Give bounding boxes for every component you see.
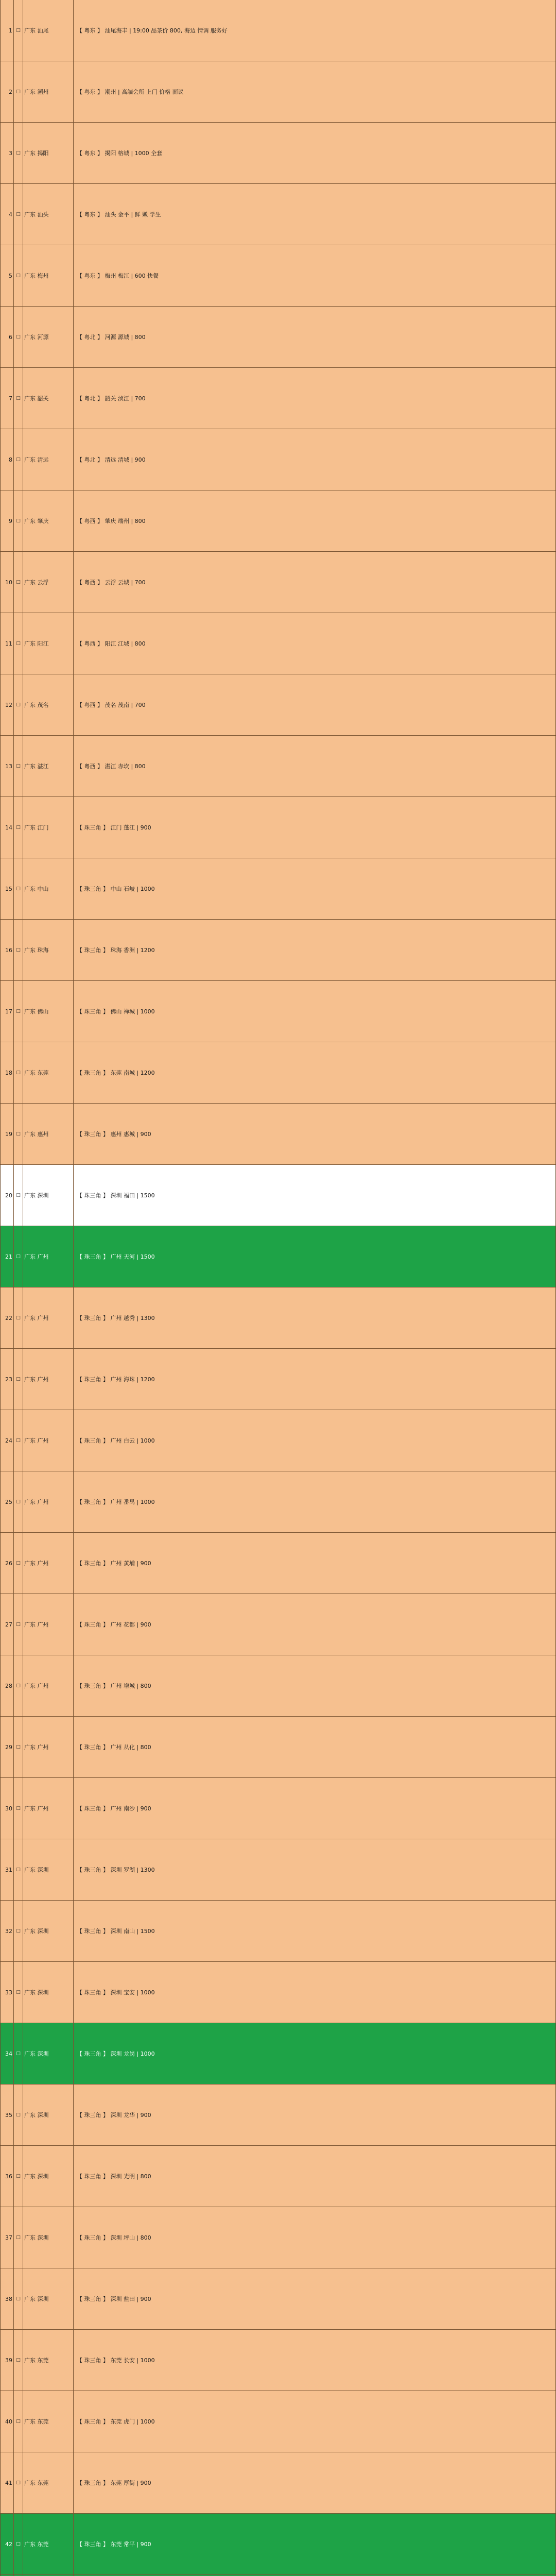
row-tag: □ xyxy=(14,1533,23,1594)
row-description: 【 珠三角 】 广州 天河 | 1500 xyxy=(77,1253,155,1260)
row-description: 【 珠三角 】 江门 蓬江 | 900 xyxy=(77,824,151,831)
row-name: 广东 潮州 xyxy=(23,61,74,122)
row-description: 【 珠三角 】 广州 番禺 | 1000 xyxy=(77,1499,155,1505)
table-row xyxy=(1,0,555,61)
table-row xyxy=(1,184,555,245)
row-description: 【 粤东 】 揭阳 榕城 | 1000 全套 xyxy=(77,150,163,157)
row-tag: □ xyxy=(14,61,23,122)
row-name: 广东 河源 xyxy=(23,307,74,367)
row-tag: □ xyxy=(14,1655,23,1716)
table-row xyxy=(1,1226,555,1287)
row-number: 28 xyxy=(1,1655,14,1716)
row-tag: □ xyxy=(14,1226,23,1287)
row-tag: □ xyxy=(14,184,23,245)
row-name: 广东 韶关 xyxy=(23,368,74,429)
row-tag: □ xyxy=(14,2268,23,2329)
row-tag: □ xyxy=(14,1104,23,1164)
row-number: 38 xyxy=(1,2268,14,2329)
row-number: 11 xyxy=(1,613,14,674)
row-name: 广东 汕头 xyxy=(23,184,74,245)
row-name: 广东 广州 xyxy=(23,1349,74,1410)
table-row xyxy=(1,245,555,307)
table-row xyxy=(1,2207,555,2268)
row-number: 26 xyxy=(1,1533,14,1594)
row-tag: □ xyxy=(14,429,23,490)
row-name: 广东 深圳 xyxy=(23,1839,74,1900)
row-tag: □ xyxy=(14,1287,23,1348)
row-number: 40 xyxy=(1,2391,14,2452)
row-name: 广东 深圳 xyxy=(23,2146,74,2207)
table-row xyxy=(1,736,555,797)
row-number: 9 xyxy=(1,490,14,551)
row-tag: □ xyxy=(14,1901,23,1961)
row-number: 24 xyxy=(1,1410,14,1471)
row-name: 广东 广州 xyxy=(23,1778,74,1839)
table-row xyxy=(1,2268,555,2330)
row-description: 【 珠三角 】 惠州 惠城 | 900 xyxy=(77,1131,151,1138)
row-tag: □ xyxy=(14,1349,23,1410)
row-name: 广东 广州 xyxy=(23,1655,74,1716)
row-tag: □ xyxy=(14,307,23,367)
row-tag: □ xyxy=(14,2084,23,2145)
table-row xyxy=(1,1962,555,2023)
table-row xyxy=(1,307,555,368)
row-description: 【 珠三角 】 深圳 南山 | 1500 xyxy=(77,1928,155,1935)
table-row xyxy=(1,61,555,123)
row-name: 广东 云浮 xyxy=(23,552,74,613)
row-name: 广东 清远 xyxy=(23,429,74,490)
row-number: 37 xyxy=(1,2207,14,2268)
row-number: 33 xyxy=(1,1962,14,2023)
row-number: 14 xyxy=(1,797,14,858)
row-tag: □ xyxy=(14,490,23,551)
row-name: 广东 广州 xyxy=(23,1226,74,1287)
row-number: 3 xyxy=(1,123,14,183)
table-row xyxy=(1,1410,555,1471)
row-tag: □ xyxy=(14,1962,23,2023)
row-name: 广东 广州 xyxy=(23,1533,74,1594)
row-description: 【 珠三角 】 深圳 福田 | 1500 xyxy=(77,1192,155,1199)
table-row xyxy=(1,1655,555,1717)
row-tag: □ xyxy=(14,123,23,183)
row-number: 15 xyxy=(1,858,14,919)
table-row xyxy=(1,2084,555,2146)
row-tag: □ xyxy=(14,1471,23,1532)
table-row xyxy=(1,1165,555,1226)
row-description: 【 珠三角 】 东莞 厚街 | 900 xyxy=(77,2480,151,2486)
row-tag: □ xyxy=(14,1839,23,1900)
row-tag: □ xyxy=(14,674,23,735)
table-row xyxy=(1,2452,555,2514)
row-number: 17 xyxy=(1,981,14,1042)
row-description: 【 粤东 】 梅州 梅江 | 600 快餐 xyxy=(77,273,159,279)
row-number: 35 xyxy=(1,2084,14,2145)
row-name: 广东 东莞 xyxy=(23,2330,74,2391)
row-number: 13 xyxy=(1,736,14,796)
table-row xyxy=(1,2023,555,2084)
row-name: 广东 深圳 xyxy=(23,2023,74,2084)
row-name: 广东 东莞 xyxy=(23,2452,74,2513)
row-description: 【 珠三角 】 中山 石岐 | 1000 xyxy=(77,886,155,892)
row-number: 22 xyxy=(1,1287,14,1348)
table-row xyxy=(1,1717,555,1778)
row-name: 广东 深圳 xyxy=(23,1962,74,2023)
table-row xyxy=(1,797,555,858)
table-row xyxy=(1,674,555,736)
row-number: 2 xyxy=(1,61,14,122)
table-row xyxy=(1,1104,555,1165)
table-row xyxy=(1,858,555,920)
row-name: 广东 梅州 xyxy=(23,245,74,306)
row-number: 18 xyxy=(1,1042,14,1103)
row-tag: □ xyxy=(14,1717,23,1777)
table-row xyxy=(1,1901,555,1962)
row-description: 【 粤西 】 阳江 江城 | 800 xyxy=(77,640,146,647)
row-name: 广东 茂名 xyxy=(23,674,74,735)
row-description: 【 珠三角 】 广州 海珠 | 1200 xyxy=(77,1376,155,1383)
row-tag: □ xyxy=(14,245,23,306)
table-row xyxy=(1,368,555,429)
row-tag: □ xyxy=(14,2023,23,2084)
row-description: 【 粤西 】 湛江 赤坎 | 800 xyxy=(77,763,146,770)
row-name: 广东 阳江 xyxy=(23,613,74,674)
row-tag: □ xyxy=(14,2452,23,2513)
row-number: 36 xyxy=(1,2146,14,2207)
table-row xyxy=(1,1778,555,1839)
row-tag: □ xyxy=(14,920,23,980)
row-number: 34 xyxy=(1,2023,14,2084)
row-name: 广东 汕尾 xyxy=(23,0,74,61)
row-tag: □ xyxy=(14,1165,23,1226)
row-name: 广东 湛江 xyxy=(23,736,74,796)
row-name: 广东 深圳 xyxy=(23,2084,74,2145)
row-description: 【 珠三角 】 深圳 龙岗 | 1000 xyxy=(77,2050,155,2057)
row-name: 广东 广州 xyxy=(23,1717,74,1777)
row-number: 12 xyxy=(1,674,14,735)
row-name: 广东 东莞 xyxy=(23,2391,74,2452)
table-row xyxy=(1,1533,555,1594)
row-name: 广东 广州 xyxy=(23,1594,74,1655)
row-name: 广东 惠州 xyxy=(23,1104,74,1164)
row-number: 27 xyxy=(1,1594,14,1655)
row-tag: □ xyxy=(14,797,23,858)
row-number: 7 xyxy=(1,368,14,429)
row-tag: □ xyxy=(14,368,23,429)
row-description: 【 珠三角 】 东莞 虎门 | 1000 xyxy=(77,2418,155,2425)
row-tag: □ xyxy=(14,2391,23,2452)
row-description: 【 珠三角 】 深圳 罗湖 | 1300 xyxy=(77,1867,155,1873)
row-number: 39 xyxy=(1,2330,14,2391)
row-description: 【 珠三角 】 佛山 禅城 | 1000 xyxy=(77,1008,155,1015)
row-number: 6 xyxy=(1,307,14,367)
table-row xyxy=(1,920,555,981)
row-name: 广东 佛山 xyxy=(23,981,74,1042)
table-row xyxy=(1,613,555,674)
row-number: 1 xyxy=(1,0,14,61)
row-number: 32 xyxy=(1,1901,14,1961)
row-name: 广东 东莞 xyxy=(23,2514,74,2574)
row-description: 【 粤北 】 韶关 浈江 | 700 xyxy=(77,395,146,402)
row-description: 【 粤西 】 肇庆 端州 | 800 xyxy=(77,518,146,524)
row-tag: □ xyxy=(14,2514,23,2574)
row-description: 【 珠三角 】 东莞 常平 | 900 xyxy=(77,2541,151,2548)
row-tag: □ xyxy=(14,1778,23,1839)
row-description: 【 珠三角 】 东莞 长安 | 1000 xyxy=(77,2357,155,2364)
row-tag: □ xyxy=(14,858,23,919)
row-number: 8 xyxy=(1,429,14,490)
row-tag: □ xyxy=(14,736,23,796)
row-description: 【 珠三角 】 深圳 盐田 | 900 xyxy=(77,2296,151,2302)
row-tag: □ xyxy=(14,613,23,674)
row-description: 【 珠三角 】 广州 增城 | 800 xyxy=(77,1683,151,1689)
table-row xyxy=(1,1042,555,1104)
table-row xyxy=(1,2330,555,2391)
table-row xyxy=(1,2146,555,2207)
row-description: 【 粤北 】 河源 源城 | 800 xyxy=(77,334,146,341)
row-name: 广东 深圳 xyxy=(23,1901,74,1961)
row-name: 广东 揭阳 xyxy=(23,123,74,183)
row-number: 19 xyxy=(1,1104,14,1164)
row-tag: □ xyxy=(14,1594,23,1655)
row-number: 25 xyxy=(1,1471,14,1532)
table-row xyxy=(1,1349,555,1410)
row-name: 广东 广州 xyxy=(23,1287,74,1348)
table-row xyxy=(1,490,555,552)
row-name: 广东 江门 xyxy=(23,797,74,858)
row-description: 【 粤西 】 茂名 茂南 | 700 xyxy=(77,702,146,708)
row-tag: □ xyxy=(14,981,23,1042)
row-tag: □ xyxy=(14,1042,23,1103)
row-number: 42 xyxy=(1,2514,14,2574)
row-description: 【 粤东 】 汕头 金平 | 鲜 嫩 学生 xyxy=(77,211,161,218)
row-tag: □ xyxy=(14,2330,23,2391)
row-name: 广东 深圳 xyxy=(23,2207,74,2268)
row-name: 广东 广州 xyxy=(23,1410,74,1471)
row-description: 【 珠三角 】 珠海 香洲 | 1200 xyxy=(77,947,155,954)
table-row xyxy=(1,1471,555,1533)
row-description: 【 珠三角 】 深圳 龙华 | 900 xyxy=(77,2112,151,2119)
table-row xyxy=(1,2514,555,2575)
row-description: 【 珠三角 】 广州 南沙 | 900 xyxy=(77,1805,151,1812)
table-row xyxy=(1,429,555,490)
row-number: 30 xyxy=(1,1778,14,1839)
row-number: 20 xyxy=(1,1165,14,1226)
row-tag: □ xyxy=(14,0,23,61)
table-row xyxy=(1,123,555,184)
row-description: 【 珠三角 】 广州 黄埔 | 900 xyxy=(77,1560,151,1567)
row-description: 【 珠三角 】 深圳 宝安 | 1000 xyxy=(77,1989,155,1996)
table-row xyxy=(1,2391,555,2452)
row-description: 【 珠三角 】 东莞 南城 | 1200 xyxy=(77,1070,155,1076)
row-name: 广东 珠海 xyxy=(23,920,74,980)
row-tag: □ xyxy=(14,2207,23,2268)
table-row xyxy=(1,1594,555,1655)
row-number: 29 xyxy=(1,1717,14,1777)
row-description: 【 粤北 】 清远 清城 | 900 xyxy=(77,456,146,463)
row-description: 【 珠三角 】 广州 从化 | 800 xyxy=(77,1744,151,1751)
row-name: 广东 中山 xyxy=(23,858,74,919)
table-row xyxy=(1,1287,555,1349)
row-name: 广东 广州 xyxy=(23,1471,74,1532)
row-tag: □ xyxy=(14,1410,23,1471)
row-tag: □ xyxy=(14,2146,23,2207)
row-number: 16 xyxy=(1,920,14,980)
row-description: 【 珠三角 】 广州 白云 | 1000 xyxy=(77,1437,155,1444)
row-description: 【 珠三角 】 深圳 坪山 | 800 xyxy=(77,2234,151,2241)
table-row xyxy=(1,552,555,613)
row-number: 10 xyxy=(1,552,14,613)
row-description: 【 珠三角 】 广州 越秀 | 1300 xyxy=(77,1315,155,1321)
row-number: 31 xyxy=(1,1839,14,1900)
row-name: 广东 东莞 xyxy=(23,1042,74,1103)
row-name: 广东 深圳 xyxy=(23,2268,74,2329)
row-description: 【 粤西 】 云浮 云城 | 700 xyxy=(77,579,146,586)
row-number: 21 xyxy=(1,1226,14,1287)
row-number: 41 xyxy=(1,2452,14,2513)
row-description: 【 粤东 】 汕尾海丰 | 19:00 品茶价 800, 海边 情调 服务好 xyxy=(77,27,228,34)
row-name: 广东 深圳 xyxy=(23,1165,74,1226)
row-description: 【 粤东 】 潮州 | 高端会所 上门 价格 面议 xyxy=(77,89,184,95)
row-number: 23 xyxy=(1,1349,14,1410)
table-row xyxy=(1,1839,555,1901)
row-number: 4 xyxy=(1,184,14,245)
row-description: 【 珠三角 】 广州 花都 | 900 xyxy=(77,1621,151,1628)
row-number: 5 xyxy=(1,245,14,306)
row-description: 【 珠三角 】 深圳 光明 | 800 xyxy=(77,2173,151,2180)
table-row xyxy=(1,981,555,1042)
row-tag: □ xyxy=(14,552,23,613)
row-name: 广东 肇庆 xyxy=(23,490,74,551)
